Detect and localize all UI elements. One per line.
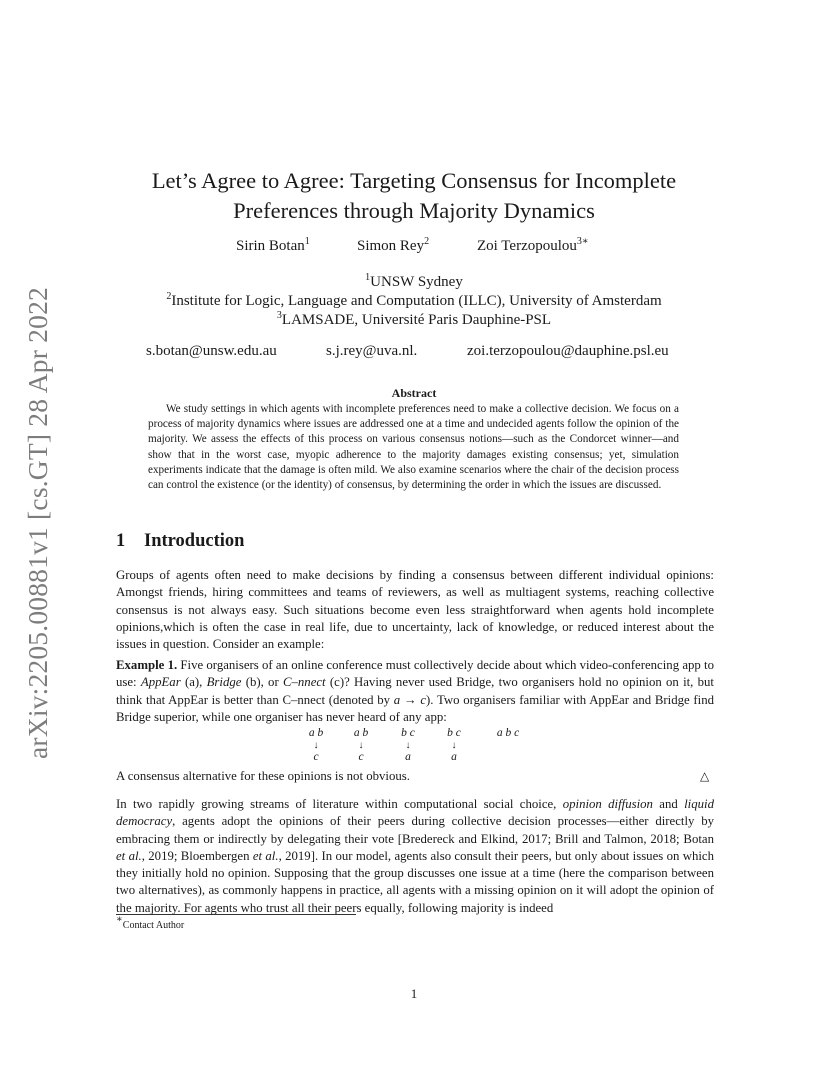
section-heading: [116, 531, 244, 552]
author-1: Sirin Botan$^1$: [236, 236, 310, 254]
affiliation-2: $^2$Institute for Logic, Language and Computation (ILLC), University of Amsterdam: [166, 291, 662, 309]
email-1: s.botan@unsw.edu.au: [146, 343, 277, 359]
footnote: ∗Contact Author: [116, 914, 185, 931]
email-2: s.j.rey@uva.nl.: [326, 343, 418, 359]
paper-title-line-1: Let’s Agree to Agree: Targeting Consensus for Incomplete: [151, 168, 677, 193]
author-2: Simon Rey$^2$: [357, 236, 430, 254]
footnote-rule: [116, 914, 356, 915]
preference-graphs: [0, 727, 828, 763]
arxiv-stamp-text: arXiv:2205.00881v1 [cs.GT] 28 Apr 2022: [22, 287, 53, 759]
example-conclusion: A consensus alternative for these opinions is not obvious.: [116, 769, 410, 783]
paper-title-line-2: Preferences through Majority Dynamics: [233, 198, 595, 223]
preference-graph: a b ↓ c: [353, 727, 369, 763]
section-number: 1: [116, 531, 126, 551]
abstract-heading: Abstract: [391, 386, 437, 400]
intro-paragraph-1: Groups of agents often need to make decisions by finding a consensus between different individual opinions: Amongst friends, hiring committees and teams of reviewers, as well as multiagent systems, reaching collective consensus is not always easy. Such situations become even less straightforward when agents hold incomplete opinions,which is often the case in real life, due to uncertainty, lack of knowledge, or reduced interest about the issues in question. Consider an example:: [116, 568, 714, 652]
example-1: Example 1. Five organisers of an online conference must collectively decide about which video-conferencing app to use: AppEar (a), Bridge (b), or C–nnect (c)? Having never used Bridge, two organisers hold no opinion on it, but think that AppEar is better than C–nnect (denoted by a → c). Two organisers familiar with AppEar and Bridge find Bridge superior, while one organiser has never heard of any app:: [116, 658, 714, 724]
email-3: zoi.terzopoulou@dauphine.psl.eu: [467, 343, 669, 359]
preference-graph: b c ↓ a: [401, 727, 415, 763]
author-list: [0, 238, 828, 260]
preference-graph: a b c: [496, 727, 520, 739]
qed-triangle-icon: △: [700, 769, 710, 783]
email-list: [0, 343, 828, 363]
preference-graph: b c ↓ a: [447, 727, 461, 763]
page-number: 1: [410, 986, 418, 1001]
affiliation-3: $^3$LAMSADE, Université Paris Dauphine-PSL: [276, 310, 552, 328]
section-title: Introduction: [144, 531, 245, 551]
example-label: Example 1.: [116, 658, 178, 672]
abstract-text: We study settings in which agents with incomplete preferences need to make a collective decision. We focus on a process of majority dynamics where issues are addressed one at a time and undecided agents follow the opinion of the majority. We assess the effects of this process on various consensus notions—such as the Condorcet winner—and show that in the worst case, myopic adherence to the majority damages existing consensus; yet, simulation experiments indicate that the damage is often mild. We also examine scenarios where the chair of the decision process can control the existence (or the identity) of consensus, by determining the order in which the issues are discussed.: [148, 403, 679, 492]
intro-paragraph-2: In two rapidly growing streams of literature within computational social choice, opinion diffusion and liquid democracy, agents adopt the opinions of their peers during collective decision processes—either directly by embracing them or indirectly by delegating their vote [Bredereck and Elkind, 2017; Brill and Talmon, 2018; Botan et al., 2019; Bloembergen et al., 2019]. In our model, agents also consult their peers, but only about issues on which they initially hold no opinion. Supposing that the group discusses one issue at a time (here the comparison between two alternatives), as commonly happens in practice, all agents with a missing opinion on it will adopt the opinion of the majority. For agents who trust all their peers equally, following majority is indeed: [116, 797, 714, 915]
affiliation-1: $^1$UNSW Sydney: [365, 272, 463, 290]
author-3: Zoi Terzopoulou$^{3∗}$: [477, 236, 589, 254]
preference-graph: a b ↓ c: [308, 727, 324, 763]
